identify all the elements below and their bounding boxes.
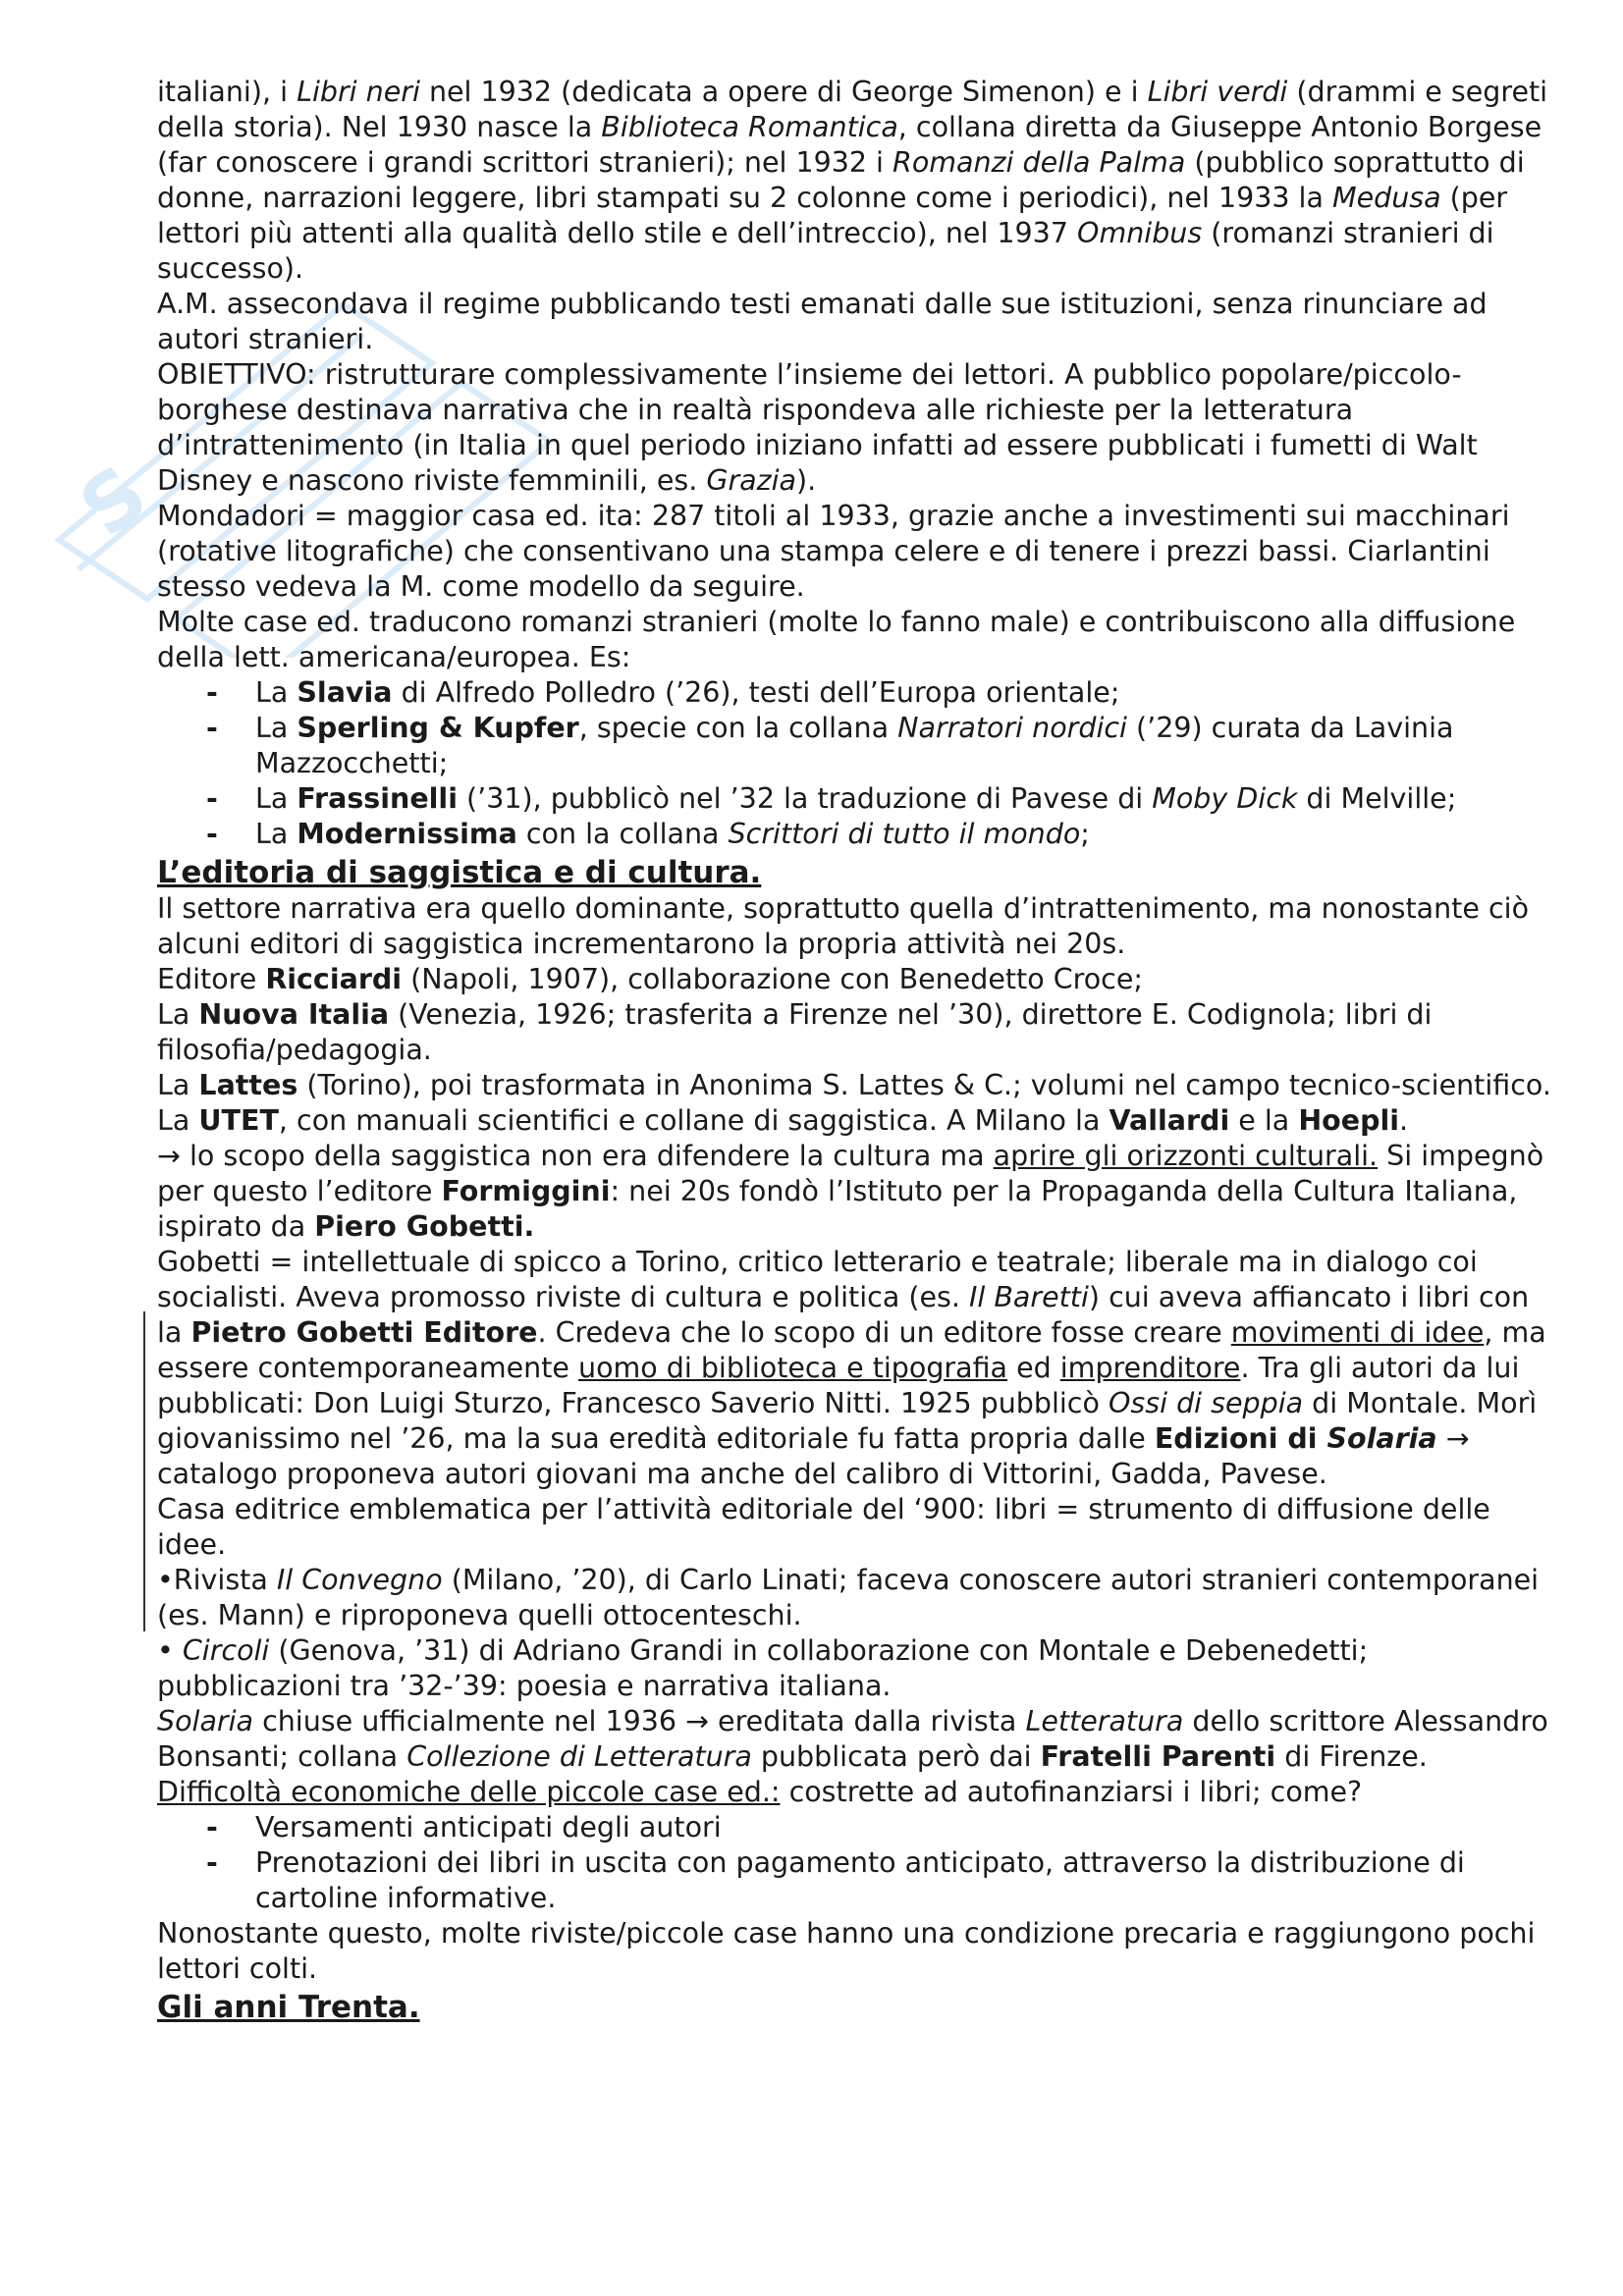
text-run: di Montale. Morì giovanissimo nel ’26, ma la sua eredità editoriale fu fatta propria dalle (157, 1387, 1538, 1455)
text-run: La (157, 1069, 199, 1101)
text-run: Modernissima (297, 818, 517, 850)
text-run: (’29) curata da Lavinia Mazzocchetti; (255, 712, 1454, 779)
text-run: dello scrittore Alessandro Bonsanti; collana (157, 1705, 1548, 1773)
list-item (157, 817, 1551, 852)
text-run: La (157, 998, 199, 1031)
text-run: Fratelli Parenti (1040, 1740, 1276, 1773)
text-run: . Credeva che lo scopo di un editore fosse creare (537, 1316, 1231, 1349)
paragraph (157, 357, 1551, 499)
text-run: → lo scopo della saggistica non era difendere la cultura ma (157, 1140, 994, 1172)
paragraph (157, 287, 1551, 357)
text-run: ; (1080, 818, 1090, 850)
text-run: (romanzi stranieri di successo). (157, 217, 1494, 285)
text-run: Hoepli (1298, 1104, 1400, 1137)
text-run: , ma essere contemporaneamente (157, 1316, 1546, 1384)
section-heading-saggistica: L’editoria di saggistica e di cultura. (157, 855, 762, 890)
text-run: Gobetti = intellettuale di spicco a Torino, critico letterario e teatrale; liberale ma in dialogo coi socialisti. Aveva promosso riviste di cultura e politica (es. (157, 1246, 1478, 1313)
list-item (157, 675, 1551, 711)
text-run: La (255, 676, 298, 709)
text-run: •Rivista (157, 1564, 277, 1596)
text-run: di Melville; (1297, 782, 1457, 815)
paragraph (157, 75, 1551, 287)
bullet-list-publishers (157, 675, 1551, 852)
text-run: Versamenti anticipati degli autori (255, 1811, 722, 1843)
paragraph (157, 499, 1551, 605)
text-run: Si impegnò per questo l’editore (157, 1140, 1544, 1207)
text-run: Circoli (182, 1634, 270, 1667)
text-run: . (1399, 1104, 1409, 1137)
text-run: e la (1229, 1104, 1299, 1137)
section-heading-anni-trenta: Gli anni Trenta. (157, 1990, 420, 2025)
text-run: (’31), pubblicò nel ’32 la traduzione di Pavese di (457, 782, 1153, 815)
text-run: Lattes (198, 1069, 298, 1101)
text-run: Biblioteca Romantica (601, 111, 898, 143)
text-run: (Torino), poi trasformata in Anonima S. Lattes & C.; volumi nel campo tecnico-scientifico. (298, 1069, 1551, 1101)
paragraph (157, 1916, 1551, 1987)
document-page (157, 75, 1551, 2026)
text-run: Pietro Gobetti Editore (190, 1316, 538, 1349)
text-run: Ricciardi (265, 963, 403, 995)
text-run: Ossi di seppia (1108, 1387, 1304, 1419)
text-run: Piero Gobetti. (314, 1210, 535, 1243)
paragraph (157, 1563, 1551, 1633)
text-run: , con manuali scientifici e collane di saggistica. A Milano la (278, 1104, 1109, 1137)
text-run: nel 1932 (dedicata a opere di George Simenon) e i (419, 76, 1148, 108)
text-run: aprire gli orizzonti culturali. (993, 1140, 1379, 1172)
text-run: Libri neri (297, 76, 420, 108)
text-run: ed (1007, 1352, 1060, 1384)
text-run: A.M. assecondava il regime pubblicando testi emanati dalle sue istituzioni, senza rinunciare ad autori stranieri. (157, 288, 1488, 355)
text-run: Edizioni di (1154, 1422, 1327, 1455)
paragraph (157, 1139, 1551, 1245)
text-run: di Alfredo Polledro (’26), testi dell’Europa orientale; (392, 676, 1120, 709)
text-run: imprenditore (1059, 1352, 1241, 1384)
margin-change-bar (143, 1311, 145, 1631)
text-run: , collana diretta da Giuseppe Antonio Borgese (far conoscere i grandi scrittori stranieri); nel 1932 i (157, 111, 1542, 179)
text-run: costrette ad autofinanziarsi i libri; come? (780, 1776, 1363, 1808)
paragraph (157, 1245, 1551, 1492)
text-run: con la collana (516, 818, 729, 850)
text-run: Solaria (1326, 1422, 1437, 1455)
text-run: Nonostante questo, molte riviste/piccole case hanno una condizione precaria e raggiungono pochi lettori colti. (157, 1917, 1536, 1985)
text-run: italiani), i (157, 76, 298, 108)
text-run: (pubblico soprattutto di donne, narrazioni leggere, libri stampati su 2 colonne come i periodici), nel 1933 la (157, 146, 1525, 214)
text-run: pubblicata però dai (751, 1740, 1041, 1773)
text-run: Il settore narrativa era quello dominante, soprattutto quella d’intrattenimento, ma nonostante ciò alcuni editori di saggistica incrementarono la propria attività nei 20s. (157, 892, 1530, 960)
text-run: Letteratura (1025, 1705, 1184, 1737)
paragraph (157, 1633, 1551, 1704)
text-run: Narratori nordici (897, 712, 1127, 744)
text-run: Solaria (157, 1705, 254, 1737)
text-run: uomo di biblioteca e tipografia (578, 1352, 1008, 1384)
text-run: Medusa (1332, 182, 1441, 214)
text-run: Frassinelli (297, 782, 458, 815)
text-run: Vallardi (1109, 1104, 1230, 1137)
text-run: Casa editrice emblematica per l’attività editoriale del ‘900: libri = strumento di diffusione delle idee. (157, 1493, 1490, 1561)
text-run: Libri verdi (1147, 76, 1288, 108)
text-run: (drammi e segreti della storia). Nel 1930 nasce la (157, 76, 1548, 143)
text-run: (Venezia, 1926; trasferita a Firenze nel ’30), direttore E. Codignola; libri di filosofia/pedagogia. (157, 998, 1433, 1066)
text-run: di Firenze. (1275, 1740, 1428, 1773)
text-run: ). (795, 464, 817, 497)
text-run: (Napoli, 1907), collaborazione con Benedetto Croce; (402, 963, 1143, 995)
text-run: Prenotazioni dei libri in uscita con pagamento anticipato, attraverso la distribuzione di cartoline informative. (255, 1846, 1465, 1914)
text-run: • (157, 1634, 183, 1667)
paragraph (157, 962, 1551, 997)
paragraph (157, 997, 1551, 1068)
text-run: , specie con la collana (578, 712, 898, 744)
text-run: Nuova Italia (198, 998, 390, 1031)
text-run: Collezione di Letteratura (406, 1740, 752, 1773)
text-run: chiuse ufficialmente nel 1936 → ereditata dalla rivista (253, 1705, 1026, 1737)
svg-text:S: S (63, 448, 165, 555)
text-run: La (255, 782, 298, 815)
paragraph (157, 1103, 1551, 1139)
list-item (157, 711, 1551, 781)
paragraph (157, 605, 1551, 675)
text-run: Molte case ed. traducono romanzi stranieri (molte lo fanno male) e contribuiscono alla diffusione della lett. americana/europea. Es: (157, 606, 1516, 673)
text-run: (Milano, ’20), di Carlo Linati; faceva conoscere autori stranieri contemporanei (es. Mann) e riproponeva quelli ottocenteschi. (157, 1564, 1540, 1631)
text-run: UTET (198, 1104, 279, 1137)
list-item (157, 1810, 1551, 1845)
text-run: La (255, 712, 298, 744)
text-run: : nei 20s fondò l’Istituto per la Propaganda della Cultura Italiana, ispirato da (157, 1175, 1518, 1243)
text-run: Scrittori di tutto il mondo (728, 818, 1081, 850)
paragraph (157, 1704, 1551, 1775)
text-run: Slavia (297, 676, 393, 709)
text-run: Difficoltà economiche delle piccole case ed.: (157, 1776, 781, 1808)
text-run: La (157, 1104, 199, 1137)
text-run: OBIETTIVO: ristrutturare complessivamente l’insieme dei lettori. A pubblico popolare/piccolo-borghese destinava narrativa che in realtà rispondeva alle richieste per la letteratura d’intrattenimento (in Italia in quel periodo iniziano infatti ad essere pubblicati i fumetti di Walt Disney e nascono riviste femminili, es. (157, 358, 1478, 497)
text-run: Grazia (706, 464, 796, 497)
paragraph (157, 1492, 1551, 1563)
text-run: . Tra gli autori da lui pubblicati: Don Luigi Sturzo, Francesco Saverio Nitti. 1925 pubblicò (157, 1352, 1520, 1419)
text-run: Il Baretti (968, 1281, 1089, 1313)
text-run: Romanzi della Palma (893, 146, 1186, 179)
text-run: Il Convegno (276, 1564, 443, 1596)
text-run: La (255, 818, 298, 850)
paragraph (157, 891, 1551, 962)
text-run: Mondadori = maggior casa ed. ita: 287 titoli al 1933, grazie anche a investimenti sui macchinari (rotative litografiche) che consentivano una stampa celere e di tenere i prezzi bassi. Ciarlantini stesso vedeva la M. come modello da seguire. (157, 500, 1510, 603)
text-run: Moby Dick (1152, 782, 1298, 815)
text-run: ) cui aveva affiancato i libri con la (157, 1281, 1530, 1349)
text-run: Sperling & Kupfer (297, 712, 579, 744)
text-run: Editore (157, 963, 266, 995)
text-run: → catalogo proponeva autori giovani ma anche del calibro di Vittorini, Gadda, Pavese. (157, 1422, 1470, 1490)
paragraph (157, 1068, 1551, 1103)
list-item (157, 1845, 1551, 1916)
text-run: movimenti di idee (1230, 1316, 1485, 1349)
bullet-list-financing (157, 1810, 1551, 1916)
paragraph (157, 1775, 1551, 1810)
text-run: Formiggini (441, 1175, 611, 1207)
text-run: (per lettori più attenti alla qualità dello stile e dell’intreccio), nel 1937 (157, 182, 1508, 249)
text-run: (Genova, ’31) di Adriano Grandi in collaborazione con Montale e Debenedetti; pubblicazioni tra ’32-’39: poesia e narrativa italiana. (157, 1634, 1369, 1702)
list-item (157, 781, 1551, 817)
text-run: Omnibus (1077, 217, 1203, 249)
